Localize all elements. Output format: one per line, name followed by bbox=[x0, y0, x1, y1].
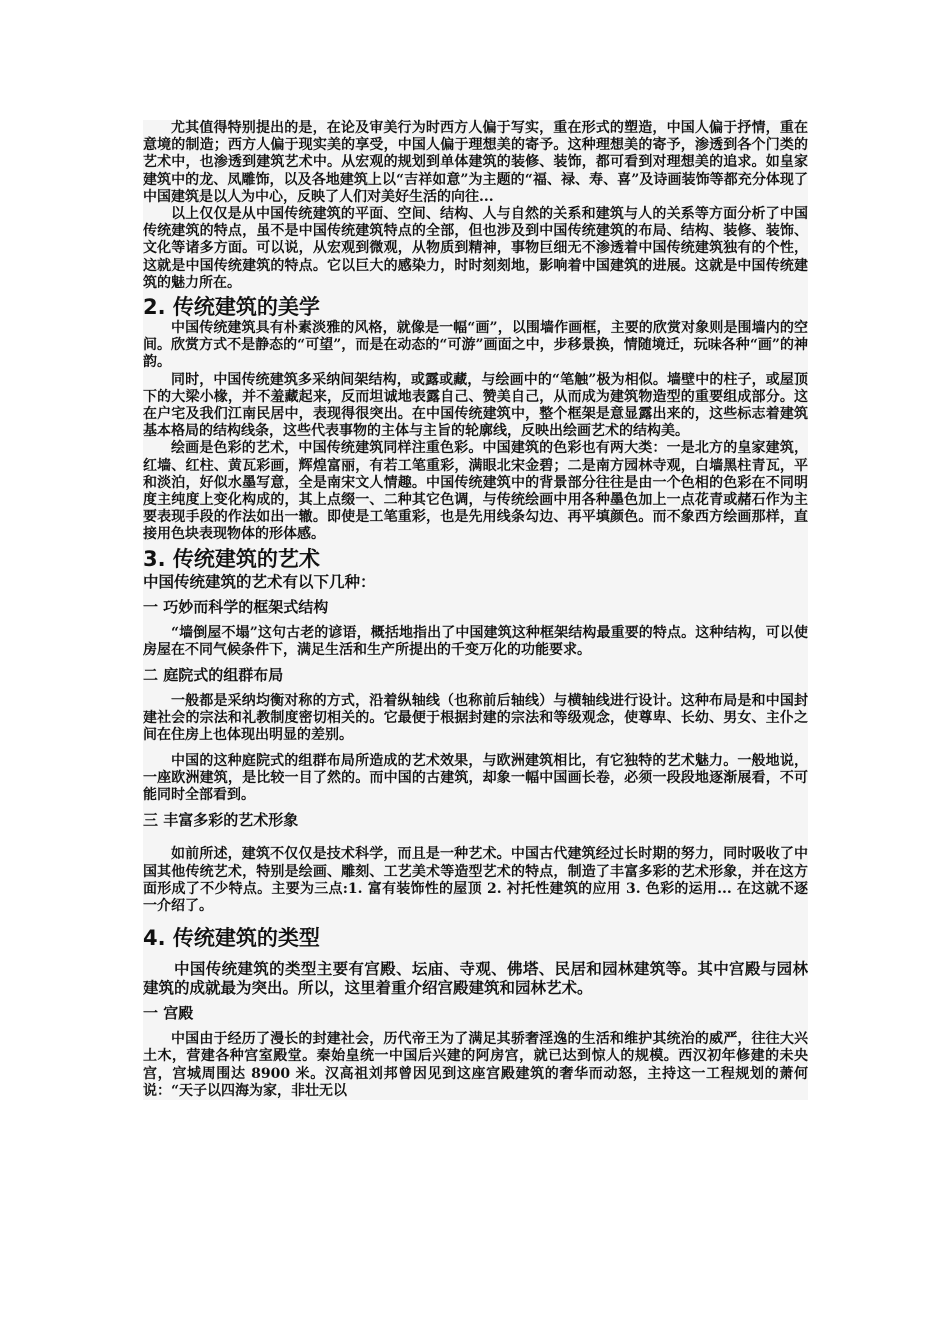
paragraph: 中国传统建筑的类型主要有宫殿、坛庙、寺观、佛塔、民居和园林建筑等。其中宫殿与园林建筑的成就最为突出。所以，这里着重介绍宫殿建筑和园林艺术。 bbox=[143, 959, 808, 998]
paragraph: 中国传统建筑具有朴素淡雅的风格，就像是一幅“画”，以围墙作画框，主要的欣赏对象则是围墙内的空间。欣赏方式不是静态的“可望”，而是在动态的“可游”画面之中，步移景换，情随境迁，玩味各种“画”的神韵。 bbox=[143, 320, 808, 371]
subsection-heading: 一 宫殿 bbox=[143, 1004, 194, 1023]
section-heading: 2. 传统建筑的美学 bbox=[143, 295, 320, 320]
paragraph: 同时，中国传统建筑多采纳间架结构，或露或藏，与绘画中的“笔触”极为相似。墙壁中的柱子，或屋顶下的大梁小椽，并不羞藏起来，反而坦诚地表露自己、赞美自己，从而成为建筑物造型的重要组成部分。这在户宅及我们江南民居中，表现得很突出。在中国传统建筑中，整个框架是意显露出来的，这些标志着建筑基本格局的结构线条，这些代表事物的主体与主旨的轮廓线，反映出绘画艺术的结构美。 bbox=[143, 371, 808, 440]
paragraph: 中国由于经历了漫长的封建社会，历代帝王为了满足其骄奢淫逸的生活和维护其统治的威严，往往大兴土木，营建各种宫室殿堂。秦始皇统一中国后兴建的阿房宫，就已达到惊人的规模。西汉初年修建的未央宫，宫城周围达 8900 米。汉高祖刘邦曾因见到这座宫殿建筑的奢华而动怒，主持这一工程规划的萧何说：“天子以四海为家，非壮无以 bbox=[143, 1031, 808, 1099]
paragraph: 中国的这种庭院式的组群布局所造成的艺术效果，与欧洲建筑相比，有它独特的艺术魅力。一般地说，一座欧洲建筑，是比较一目了然的。而中国的古建筑，却象一幅中国画长卷，必须一段段地逐渐展看，不可能同时全部看到。 bbox=[143, 752, 808, 804]
document-page bbox=[143, 120, 808, 1100]
paragraph: 尤其值得特别提出的是，在论及审美行为时西方人偏于写实，重在形式的塑造，中国人偏于抒情，重在意境的制造；西方人偏于现实美的享受，中国人偏于理想美的寄予。这种理想美的寄予，渗透到各个门类的艺术中，也渗透到建筑艺术中。从宏观的规划到单体建筑的装修、装饰，都可看到对理想美的追求。如皇家建筑中的龙、凤雕饰，以及各地建筑上以“吉祥如意”为主题的“福、禄、寿、喜”及诗画装饰等都充分体现了中国建筑是以人为中心，反映了人们对美好生活的向往... bbox=[143, 120, 808, 205]
subsection-heading: 三 丰富多彩的艺术形象 bbox=[143, 811, 299, 830]
section-heading: 4. 传统建筑的类型 bbox=[143, 926, 320, 951]
section-heading: 3. 传统建筑的艺术 bbox=[143, 546, 320, 571]
subsection-heading: 二 庭院式的组群布局 bbox=[143, 666, 284, 685]
subsection-heading: 一 巧妙而科学的框架式结构 bbox=[143, 597, 329, 616]
paragraph: 中国传统建筑的艺术有以下几种： bbox=[143, 571, 376, 591]
paragraph: “墙倒屋不塌”这句古老的谚语，概括地指出了中国建筑这种框架结构最重要的特点。这种结构，可以使房屋在不同气候条件下，满足生活和生产所提出的千变万化的功能要求。 bbox=[143, 624, 808, 658]
paragraph: 如前所述，建筑不仅仅是技术科学，而且是一种艺术。中国古代建筑经过长时期的努力，同时吸收了中国其他传统艺术，特别是绘画、雕刻、工艺美术等造型艺术的特点，制造了丰富多彩的艺术形象，并在这方面形成了不少特点。主要为三点:1. 富有装饰性的屋顶 2. 衬托性建筑的应用 3. 色彩的运用... 在这就不逐一介绍了。 bbox=[143, 846, 808, 914]
paragraph: 一般都是采纳均衡对称的方式，沿着纵轴线（也称前后轴线）与横轴线进行设计。这种布局是和中国封建社会的宗法和礼教制度密切相关的。它最便于根据封建的宗法和等级观念，使尊卑、长幼、男女、主仆之间在住房上也体现出明显的差别。 bbox=[143, 693, 808, 744]
paragraph: 以上仅仅是从中国传统建筑的平面、空间、结构、人与自然的关系和建筑与人的关系等方面分析了中国传统建筑的特点，虽不是中国传统建筑特点的全部，但也涉及到中国传统建筑的布局、结构、装修、装饰、文化等诸多方面。可以说，从宏观到微观，从物质到精神，事物巨细无不渗透着中国传统建筑独有的个性，这就是中国传统建筑的特点。它以巨大的感染力，时时刻刻地，影响着中国建筑的进展。这就是中国传统建筑的魅力所在。 bbox=[143, 206, 808, 291]
paragraph: 绘画是色彩的艺术，中国传统建筑同样注重色彩。中国建筑的色彩也有两大类：一是北方的皇家建筑，红墙、红柱、黄瓦彩画，辉煌富丽，有若工笔重彩，满眼北宋金碧；二是南方园林寺观，白墙黑柱青瓦，平和淡泊，好似水墨写意，全是南宋文人情趣。中国传统建筑中的背景部分往往是由一个色相的色彩在不同明度主纯度上变化构成的，其上点缀一、二种其它色调，与传统绘画中用各种墨色加上一点花青或赭石作为主要表现手段的作法如出一辙。即使是工笔重彩，也是先用线条勾边、再平填颜色。而不象西方绘画那样，直接用色块表现物体的形体感。 bbox=[143, 440, 808, 543]
